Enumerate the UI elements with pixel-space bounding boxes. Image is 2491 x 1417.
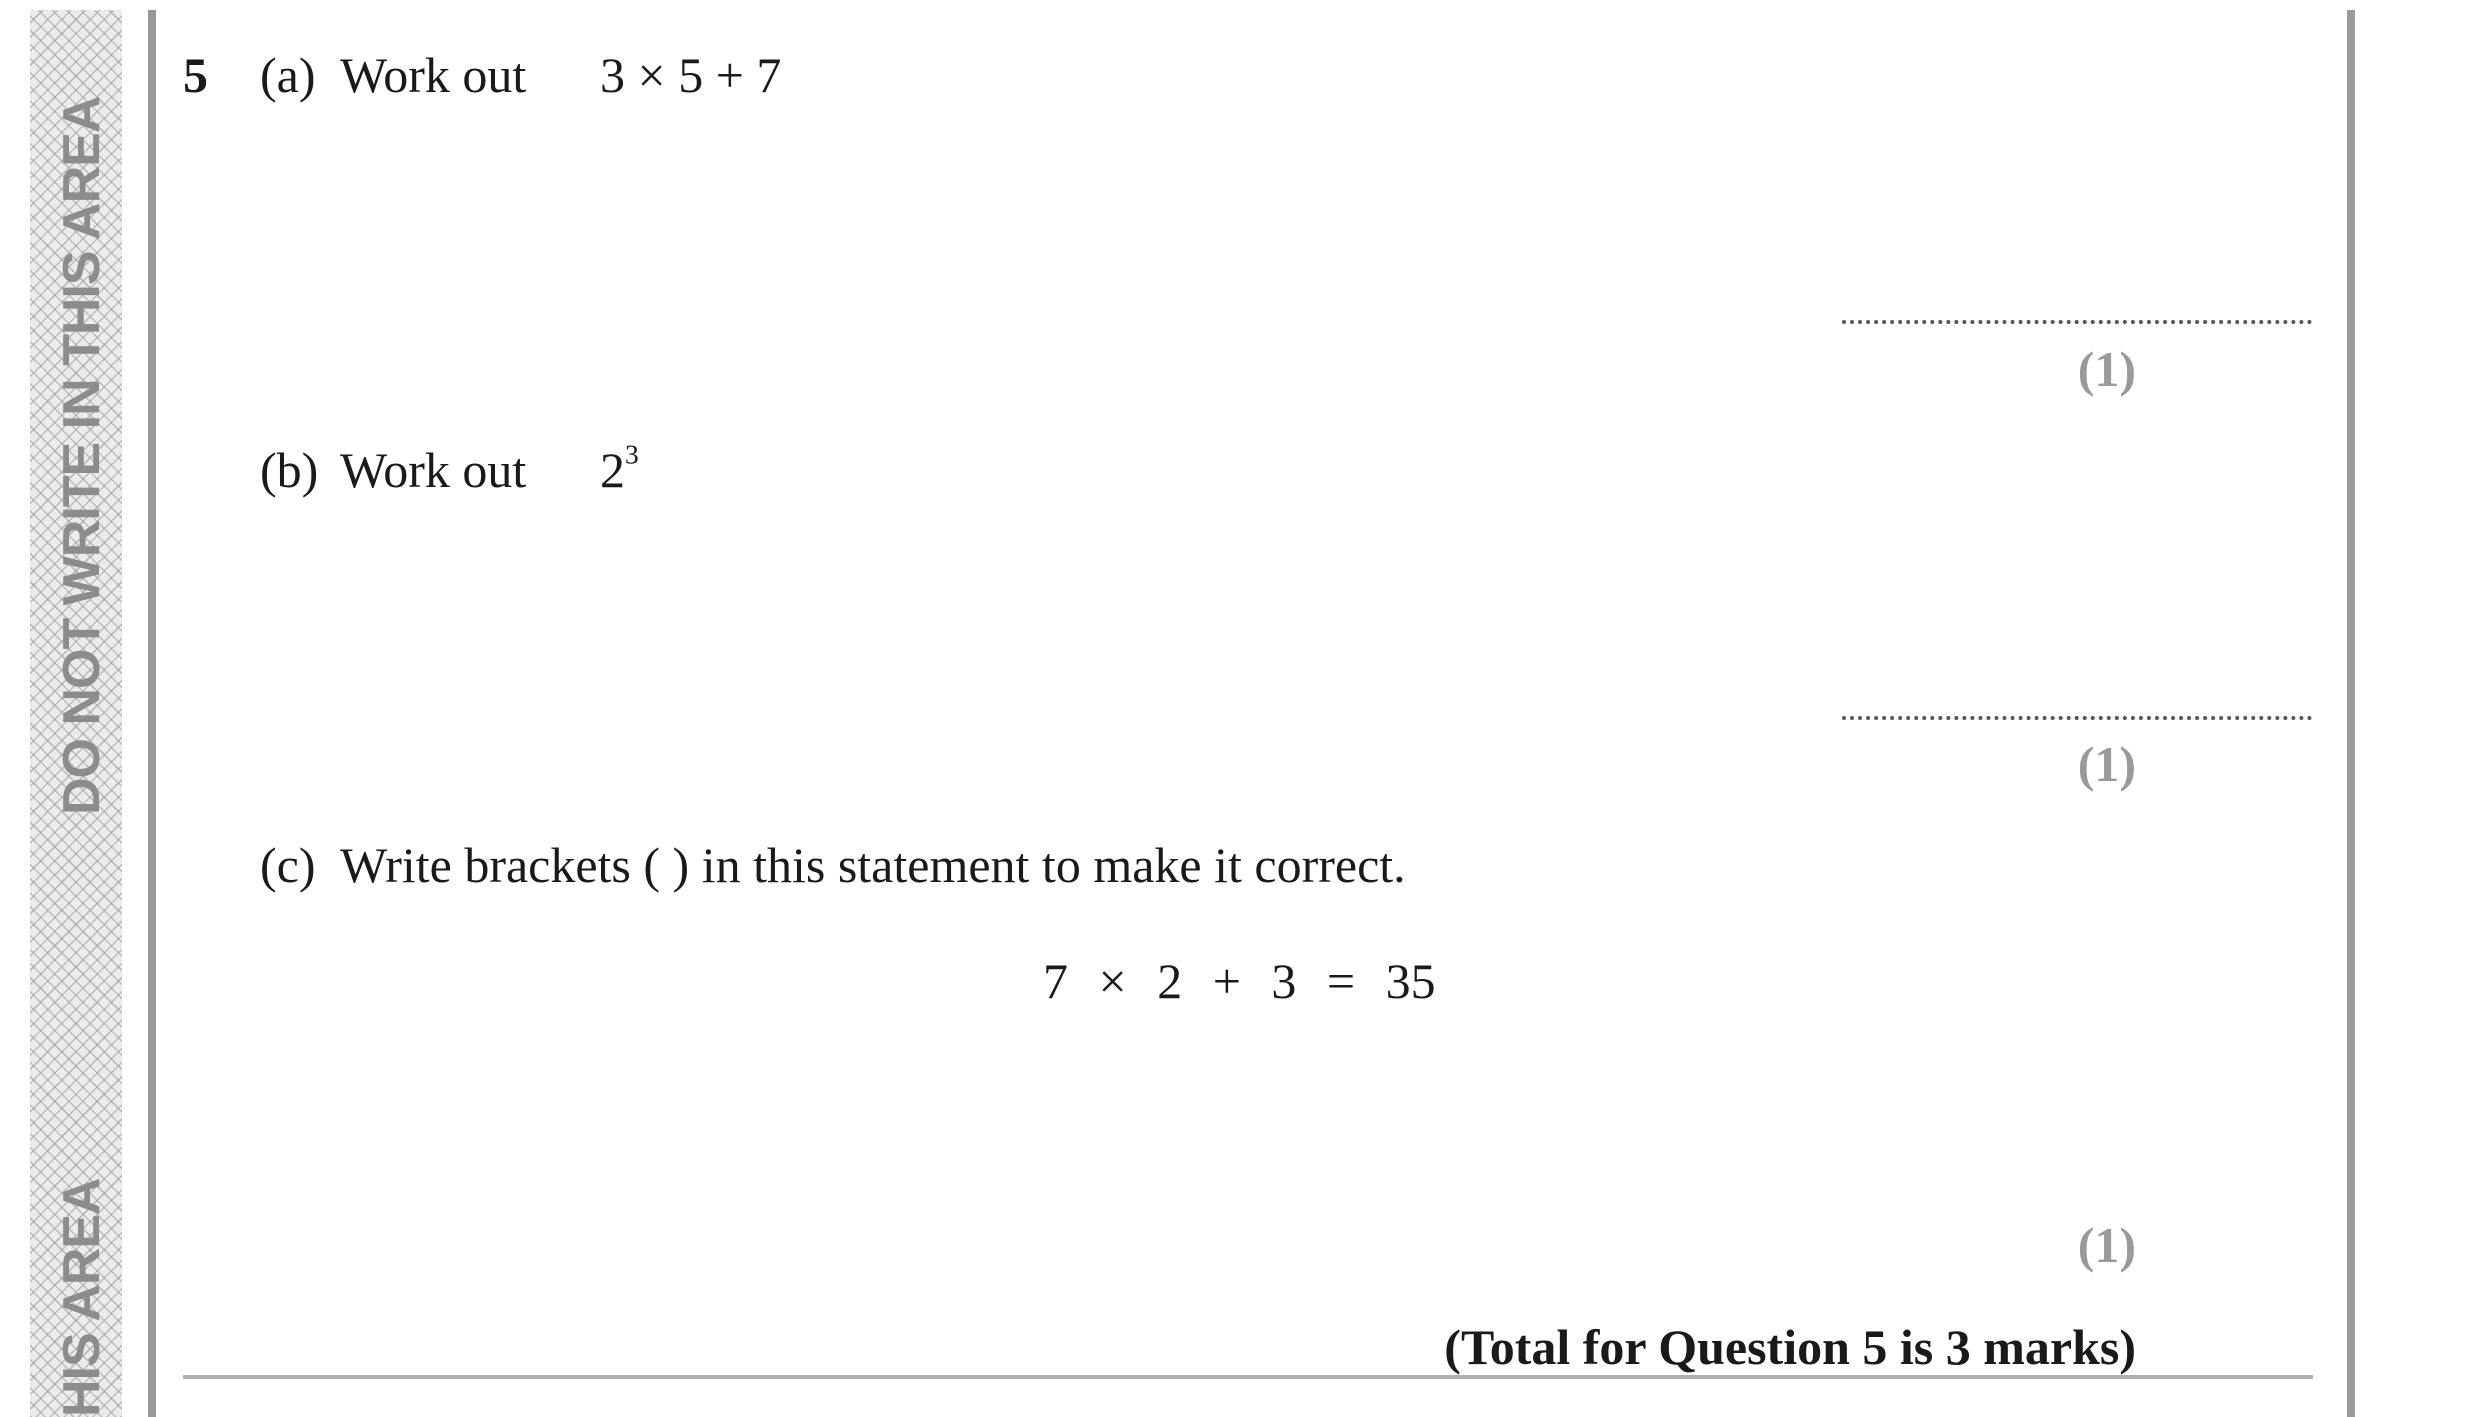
part-b-exponent: 3 xyxy=(625,438,639,470)
part-b-answer-line[interactable] xyxy=(1842,716,2312,720)
bottom-divider xyxy=(183,1375,2313,1379)
part-a-mark: (1) xyxy=(2077,341,2136,397)
part-b-mark: (1) xyxy=(2077,736,2136,792)
left-border-rule xyxy=(148,10,156,1417)
part-b-base: 2 xyxy=(600,442,625,498)
part-c-label: (c) xyxy=(260,837,316,893)
part-b-label: (b) xyxy=(260,442,319,498)
right-border-rule xyxy=(2347,10,2355,1417)
question-number: 5 xyxy=(183,47,208,103)
part-c-instruction: Write brackets ( ) in this statement to make it correct. xyxy=(340,837,1406,893)
margin-warning-top: DO NOT WRITE IN THIS AREA xyxy=(53,96,111,815)
part-a-instruction: Work out xyxy=(340,47,527,103)
part-a-answer-line[interactable] xyxy=(1842,320,2312,324)
part-a-expression: 3 × 5 + 7 xyxy=(600,47,782,103)
part-b-instruction: Work out xyxy=(340,442,527,498)
margin-warning-bottom: HIS AREA xyxy=(53,1178,111,1417)
part-c-mark: (1) xyxy=(2077,1217,2136,1273)
part-b-expression xyxy=(600,438,639,498)
question-total: (Total for Question 5 is 3 marks) xyxy=(1444,1319,2136,1375)
part-c-equation[interactable]: 7 × 2 + 3 = 35 xyxy=(1043,953,1436,1009)
part-a-label: (a) xyxy=(260,47,316,103)
